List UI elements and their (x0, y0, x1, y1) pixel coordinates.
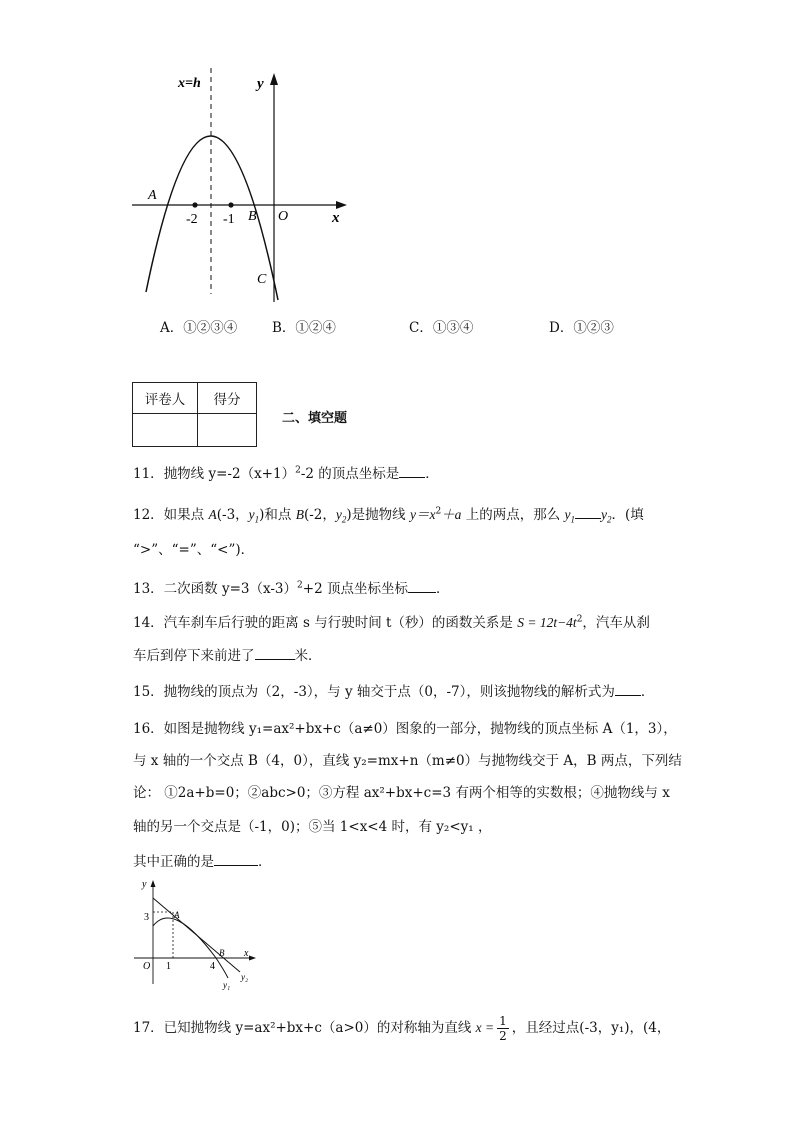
fig2-label-B: B (219, 948, 225, 958)
label-x-eq-h: x=h (178, 76, 201, 91)
answer-blank-16[interactable] (214, 853, 258, 866)
score-table-header-grader: 评卷人 (133, 383, 198, 414)
option-a[interactable]: A．①②③④ (160, 320, 238, 336)
fig2-label-A: A (174, 910, 180, 920)
fig2-label-y: y (142, 879, 147, 890)
score-table-cell-score[interactable] (198, 414, 257, 447)
fig2-y-arrow-icon (151, 880, 156, 887)
section-title: 二、填空题 (282, 411, 348, 426)
question-12: 12．如果点 A(-3，$y_1$)和点 B(-2，$y_2$)是抛物线 $y=x^2+a$ 上的两点，那么 $y_1$ $y_2$．(填 (133, 506, 644, 525)
answer-blank-12[interactable] (575, 506, 601, 519)
answer-blank-15[interactable] (615, 683, 641, 696)
option-b[interactable]: B．①②④ (272, 320, 336, 336)
answer-blank-14[interactable] (255, 647, 295, 660)
score-table-cell-grader[interactable] (133, 414, 198, 447)
fig2-label-4: 4 (210, 961, 215, 972)
question-12-line2: “>”、“=”、“<”)． (133, 542, 255, 558)
score-table (132, 382, 257, 447)
tick-neg1: -1 (223, 212, 235, 227)
answer-blank-13[interactable] (408, 580, 436, 593)
fig2-x-arrow-icon (249, 956, 256, 961)
question-11: 11．抛物线 $y=-2(x+1)^2-2$ 的顶点坐标是 ． (133, 465, 439, 482)
x-axis-arrow-icon (336, 201, 347, 209)
fig2-label-y1: y₁ (223, 980, 231, 990)
label-y-axis: y (257, 76, 264, 92)
question-13: 13．二次函数 $y=3(x-3)^2+2$ 顶点坐标坐标 ． (133, 580, 450, 597)
point-neg2 (192, 202, 197, 207)
question-16-line3: 论： ①2a+b=0；②abc>0；③方程 ax²+bx+c=3 有两个相等的实数根；④抛物线与 x (133, 785, 670, 801)
option-d[interactable]: D．①②③ (549, 320, 614, 336)
answer-blank-11[interactable] (399, 465, 425, 478)
question-15: 15．抛物线的顶点为（2，-3），与 y 轴交于点（0，-7），则该抛物线的解析式为 ． (133, 684, 655, 700)
tick-neg2: -2 (186, 212, 198, 227)
label-x-axis: x (332, 210, 340, 226)
fig2-label-3: 3 (144, 912, 149, 923)
question-16-line5: 其中正确的是 ． (133, 854, 272, 870)
question-16-line4: 轴的另一个交点是（-1，0)；⑤当 1<x<4 时，有 y₂<y₁ ， (133, 819, 492, 835)
fig2-label-O: O (143, 961, 151, 972)
fig2-label-1: 1 (166, 961, 171, 972)
question-14-line2: 车后到停下来前进了 米． (133, 648, 322, 664)
fig2-label-y2: y₂ (241, 972, 249, 982)
label-B: B (248, 209, 257, 224)
y-axis-arrow-icon (270, 73, 278, 85)
label-O: O (278, 209, 289, 224)
question-16-line2: 与 x 轴的一个交点 B（4，0），直线 y₂=mx+n（m≠0）与抛物线交于 A，B 两点，下列结 (133, 753, 682, 769)
fig2-label-x: x (244, 948, 249, 959)
option-c[interactable]: C．①③④ (409, 320, 474, 336)
label-C: C (257, 272, 267, 287)
question-14: 14．汽车刹车后行驶的距离 s 与行驶时间 t（秒）的函数关系是 $S = 12t-4t^2$，汽车从刹 (133, 614, 650, 631)
label-A: A (148, 188, 157, 203)
point-neg1 (228, 202, 233, 207)
fraction-one-half: $\frac{1}{2}$ (499, 1014, 507, 1043)
fig2-parabola-y1 (153, 918, 228, 978)
parabola-figure (128, 62, 358, 312)
question-16-line1: 16．如图是抛物线 y₁=ax²+bx+c（a≠0）图象的一部分，抛物线的顶点坐标 A（1，3）， (133, 721, 677, 737)
question-17: 17．已知抛物线 y=ax²+bx+c（a>0）的对称轴为直线 x = $\frac{1}{2}$ ，且经过点(-3，y₁)，(4， (133, 1014, 671, 1043)
parabola-line-figure (128, 872, 268, 992)
score-table-header-score: 得分 (198, 383, 257, 414)
